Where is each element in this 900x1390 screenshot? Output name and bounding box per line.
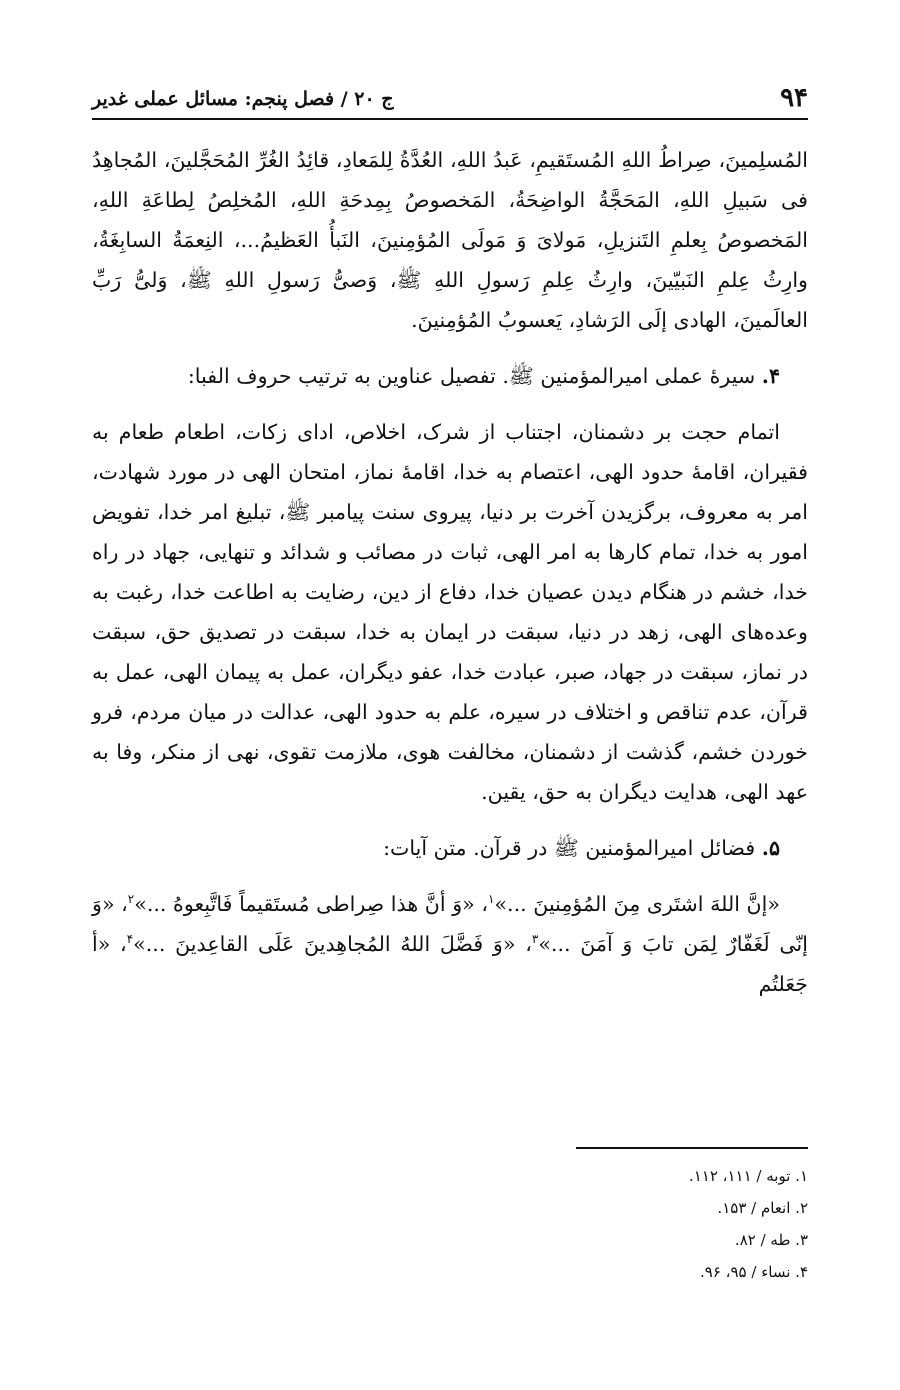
footnote-ref: ۴ bbox=[126, 932, 134, 947]
verse-quote: ، «أ جَعَلتُم bbox=[92, 932, 808, 996]
verse-quote: ، «وَ أنَّ هذا صِراطی مُستَقيماً فَاتَّبِعوهُ ...» bbox=[134, 892, 488, 916]
footnote-ref: ۱ bbox=[488, 892, 495, 907]
verse-quote: «إنَّ اللهَ اشتَری مِنَ المُؤمِنينَ ...» bbox=[494, 892, 780, 916]
section-heading-5 bbox=[92, 828, 808, 868]
running-title: ج ۲۰ / فصل پنجم: مسائل عملی غدیر bbox=[92, 88, 394, 110]
paragraph-conduct-list: اتمام حجت بر دشمنان، اجتناب از شرک، اخلاص، ادای زکات، اطعام طعام به فقيران، اقامۀ حدود الهی، اعتصام به خدا، اقامۀ نماز، امتحان الهی در مورد شهادت، امر به معروف، برگزيدن آخرت بر دنيا، پيروی سنت پيامبر ﷺ، تبليغ امر خدا، تفويض امور به خدا، تمام کارها به امر الهی، ثبات در مصائب و شدائد و تنهايی، جهاد در راه خدا، خشم در هنگام ديدن عصيان خدا، دفاع از دين، رضايت به اطاعت خدا، رغبت به وعده‌های الهی، زهد در دنيا، سبقت در ايمان به خدا، سبقت در تصديق حق، سبقت در نماز، سبقت در جهاد، صبر، عبادت خدا، عفو ديگران، عمل به پيمان الهی، عمل به قرآن، عدم تناقص و اختلاف در سيره، علم به حدود الهی، عدالت در ميان مردم، فرو خوردن خشم، گذشت از دشمنان، مخالفت هوی، ملازمت تقوی، نهی از منکر، وفا به عهد الهی، هدايت ديگران به حق، يقين. bbox=[92, 420, 808, 804]
footnote: ۱. توبه / ۱۱۱، ۱۱۲. bbox=[688, 1167, 808, 1185]
page-header bbox=[92, 72, 808, 120]
paragraph-verses bbox=[92, 884, 808, 1004]
section-heading-4 bbox=[92, 356, 808, 396]
page-number: ۹۴ bbox=[780, 83, 808, 113]
section-number: ۴. bbox=[761, 364, 780, 388]
page-body bbox=[92, 140, 808, 1020]
footnote-ref: ۳ bbox=[531, 932, 539, 947]
section-title: فضائل اميرالمؤمنين ﷺ در قرآن. متن آيات: bbox=[383, 836, 756, 860]
footnote: ۴. نساء / ۹۵، ۹۶. bbox=[699, 1263, 808, 1281]
section-number: ۵. bbox=[761, 836, 780, 860]
paragraph-titles: المُسلِمينَ، صِراطُ اللهِ المُستَقيمِ، عَبدُ اللهِ، العُدَّةُ لِلمَعادِ، قائِدُ الغُرِّ المُحَجَّلينَ، المُجاهِدُ فی سَبيلِ اللهِ، المَحَجَّةُ الواضِحَةُ، المَخصوصُ بِمِدحَةِ اللهِ، المُخلِصُ لِطاعَةِ اللهِ، المَخصوصُ بِعلمِ التَنزيلِ، مَولایَ وَ مَولَی المُؤمِنينَ، النَبأُ العَظيمُ...، النِعمَةُ السابِغَةُ، وارِثُ عِلمِ النَبيّينَ، وارِثُ عِلمِ رَسولِ اللهِ ﷺ، وَصیُّ رَسولِ اللهِ ﷺ، وَلیُّ رَبِّ العالَمينَ، الهادی إلَی الرَشادِ، يَعسوبُ المُؤمِنينَ. bbox=[92, 148, 808, 332]
footnote: ۳. طه / ۸۲. bbox=[734, 1231, 808, 1249]
footnote-ref: ۲ bbox=[127, 892, 135, 907]
footnote-divider bbox=[576, 1147, 808, 1149]
verse-quote: ، «وَ فَضَّلَ اللهُ المُجاهِدينَ عَلَی القاعِدينَ ...» bbox=[133, 932, 532, 956]
footnote: ۲. انعام / ۱۵۳. bbox=[717, 1199, 808, 1217]
footnotes bbox=[408, 1160, 808, 1288]
verse-quote: ، «وَ إنّی لَغَفّارٌ لِمَن تابَ وَ آمَنَ ...» bbox=[92, 892, 809, 956]
section-title: سيرۀ عملی اميرالمؤمنين ﷺ. تفصيل عناوين به ترتيب حروف الفبا: bbox=[187, 364, 756, 388]
